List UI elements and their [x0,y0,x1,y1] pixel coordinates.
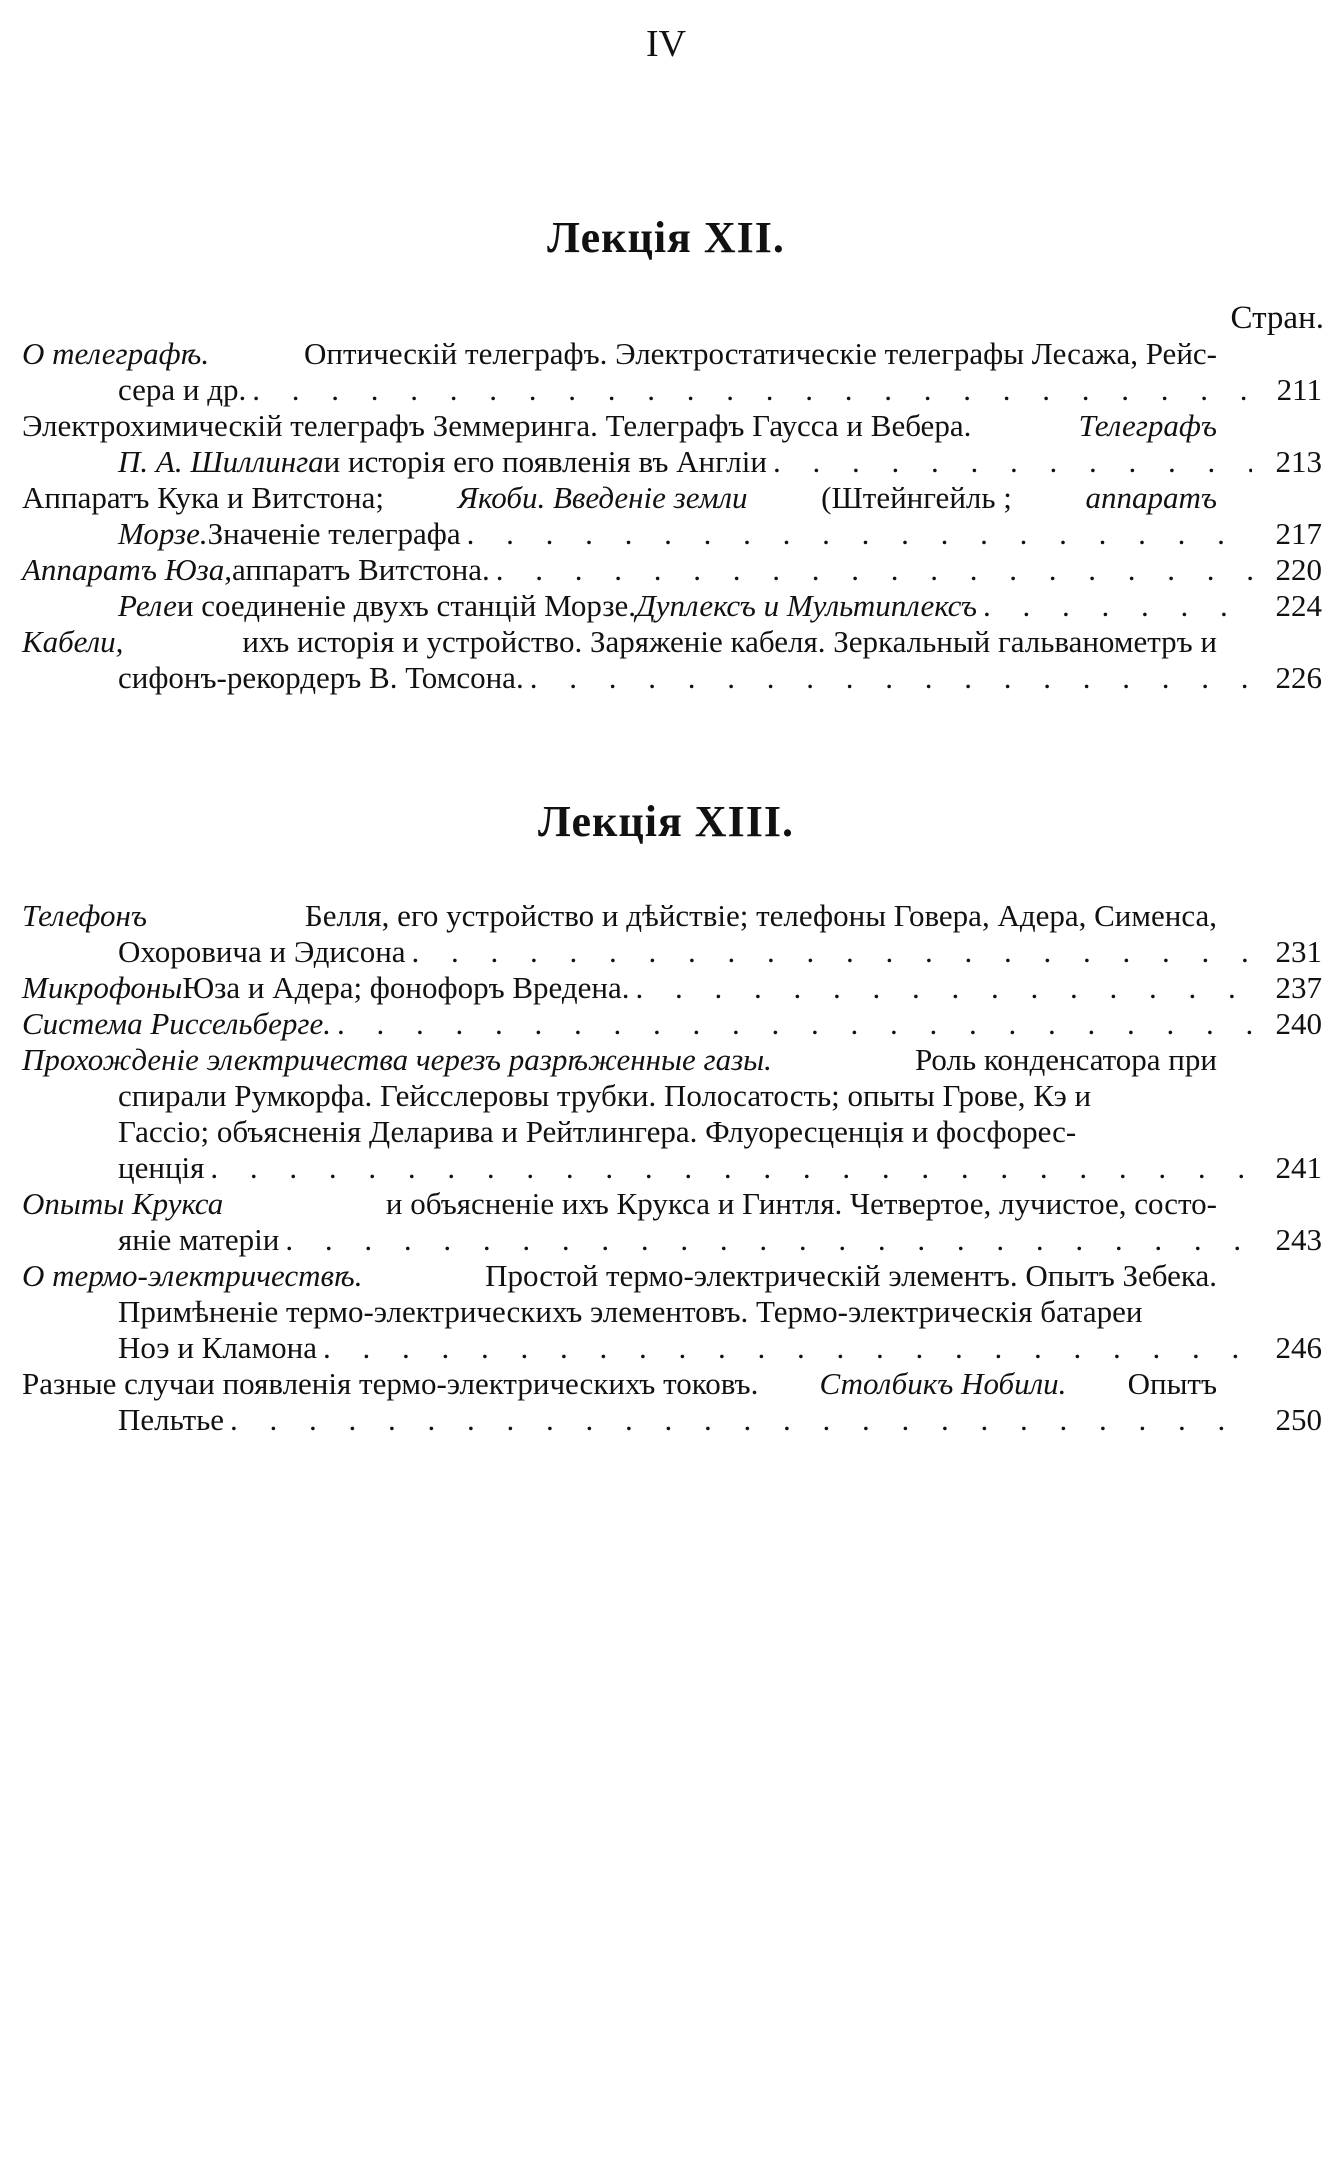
dot-leader [496,552,1252,588]
toc-line [22,1258,1217,1294]
toc-line [22,408,1217,444]
dot-leader [983,588,1252,624]
dot-leader [252,372,1252,408]
toc-page-number: 246 [1275,1330,1322,1365]
toc-text: Примѣненіе термо-электрическихъ элементовъ. Термо-электрическія батареи [118,1294,1143,1329]
toc-line [22,898,1217,934]
toc-page-number: 226 [1275,660,1322,695]
toc-page-number: 211 [1276,372,1322,407]
dot-leader [337,1006,1252,1042]
toc-italic-text: П. А. Шиллинга [118,444,324,479]
toc-page-number: 241 [1275,1150,1322,1185]
dot-leader [530,660,1252,696]
toc-line [22,372,1322,408]
toc-page-number: 213 [1275,444,1322,479]
toc-line [22,336,1217,372]
toc-text: Аппаратъ Кука и Витстона; [22,480,384,515]
toc-line [22,1186,1217,1222]
toc-italic-text: Прохожденіе электричества черезъ разрѣженные газы. [22,1042,772,1077]
toc-page-number: 217 [1275,516,1322,551]
toc-text: Юза и Адера; фонофоръ Вредена. [182,970,630,1005]
toc-italic-text: Опыты Крукса [22,1186,224,1221]
toc-text: Значеніе телеграфа [207,516,461,551]
toc-page-number: 243 [1275,1222,1322,1257]
toc-text: Опытъ [1127,1366,1217,1401]
toc-entry [22,1258,1322,1366]
toc-line [22,552,1322,588]
dot-leader [323,1330,1252,1366]
toc-italic-text: Кабели, [22,624,124,659]
toc-text: Охоровича и Эдисона [118,934,406,969]
toc-italic-text: Реле [118,588,177,623]
toc-italic-text: Телеграфъ [1078,408,1217,443]
toc-text: и исторія его появленія въ Англіи [323,444,767,479]
toc-italic-text: Аппаратъ Юза, [22,552,233,587]
dot-leader [636,970,1252,1006]
toc-entry [22,970,1322,1006]
toc-line [22,588,1322,624]
toc-line [22,970,1322,1006]
toc-text: сера и др. [118,372,247,407]
toc-italic-text: Якоби. Введеніе земли [457,480,748,515]
toc-line [22,1294,1322,1330]
toc-entry [22,898,1322,970]
toc-text: аппаратъ Витстона. [232,552,490,587]
page-number: IV [645,23,687,65]
toc-text: Оптическій телеграфъ. Электростатическіе телеграфы Лесажа, Рейс- [304,336,1217,371]
toc-text: Гассіо; объясненія Деларива и Рейтлингера. Флуоресценція и фосфорес- [118,1114,1077,1149]
toc-line [22,1114,1322,1150]
toc-italic-text: аппаратъ [1085,480,1217,515]
toc-entry [22,408,1322,480]
toc-line [22,934,1322,970]
toc-line [22,1402,1322,1438]
toc-line [22,516,1322,552]
toc-entry [22,1006,1322,1042]
toc-entry [22,1186,1322,1258]
toc-line [22,1330,1322,1366]
toc-text: Роль конденсатора при [914,1042,1217,1077]
toc-page-number: 220 [1275,552,1322,587]
toc-line [22,1042,1217,1078]
toc-italic-text: О термо-электричествѣ. [22,1258,363,1293]
toc-page-number: 240 [1275,1006,1322,1041]
toc-text: ихъ исторія и устройство. Заряженіе кабеля. Зеркальный гальванометръ и [242,624,1217,659]
toc-line [22,444,1322,480]
toc-page-number: 237 [1275,970,1322,1005]
toc-text: Электрохимическій телеграфъ Земмеринга. Телеграфъ Гаусса и Вебера. [22,408,972,443]
toc-page-number: 250 [1275,1402,1322,1437]
lecture-13-title: Лекція XIII. [538,797,794,846]
lecture-12-title: Лекція XII. [547,213,785,262]
toc-text: Белля, его устройство и дѣйствіе; телефоны Говера, Адера, Сименса, [304,898,1217,933]
dot-leader [210,1150,1252,1186]
dot-leader [412,934,1252,970]
toc-entry [22,336,1322,408]
page-column-header: Стран. [1230,300,1324,336]
toc-line [22,1366,1217,1402]
toc-italic-text: Морзе. [118,516,208,551]
toc-text: сифонъ-рекордеръ В. Томсона. [118,660,524,695]
toc-entry [22,1042,1322,1186]
toc-line [22,1006,1322,1042]
lecture-12-contents [22,336,1322,696]
toc-line [22,1222,1322,1258]
toc-italic-text: Дуплексъ и Мультиплексъ [636,588,978,623]
toc-text: Простой термо-электрическій элементъ. Опытъ Зебека. [485,1258,1217,1293]
toc-entry [22,480,1322,552]
toc-text: и объясненіе ихъ Крукса и Гинтля. Четвертое, лучистое, состо- [385,1186,1217,1221]
toc-page-number: 224 [1275,588,1322,623]
dot-leader [773,444,1252,480]
toc-page-number: 231 [1275,934,1322,969]
toc-italic-text: Телефонъ [22,898,147,933]
toc-entry [22,1366,1322,1438]
toc-text: спирали Румкорфа. Гейсслеровы трубки. Полосатость; опыты Грове, Кэ и [118,1078,1092,1113]
toc-entry [22,588,1322,624]
toc-entry [22,624,1322,696]
lecture-13-contents [22,898,1322,1438]
dot-leader [230,1402,1252,1438]
toc-line [22,660,1322,696]
toc-text: ценція [118,1150,205,1185]
toc-line [22,1078,1322,1114]
toc-italic-text: Столбикъ Нобили. [819,1366,1067,1401]
toc-text: Разные случаи появленія термо-электрическихъ токовъ. [22,1366,759,1401]
toc-text: яніе матеріи [118,1222,280,1257]
toc-text: и соединеніе двухъ станцій Морзе. [176,588,637,623]
toc-text: (Штейнгейль ; [821,480,1012,515]
toc-text: Ноэ и Кламона [118,1330,318,1365]
toc-italic-text: Система Риссельберге. [22,1006,331,1041]
toc-italic-text: Микрофоны [22,970,183,1005]
toc-line [22,480,1217,516]
toc-text: Пельтье [118,1402,225,1437]
dot-leader [285,1222,1252,1258]
toc-italic-text: О телеграфѣ. [22,336,210,371]
toc-line [22,624,1217,660]
toc-line [22,1150,1322,1186]
toc-entry [22,552,1322,588]
dot-leader [467,516,1252,552]
